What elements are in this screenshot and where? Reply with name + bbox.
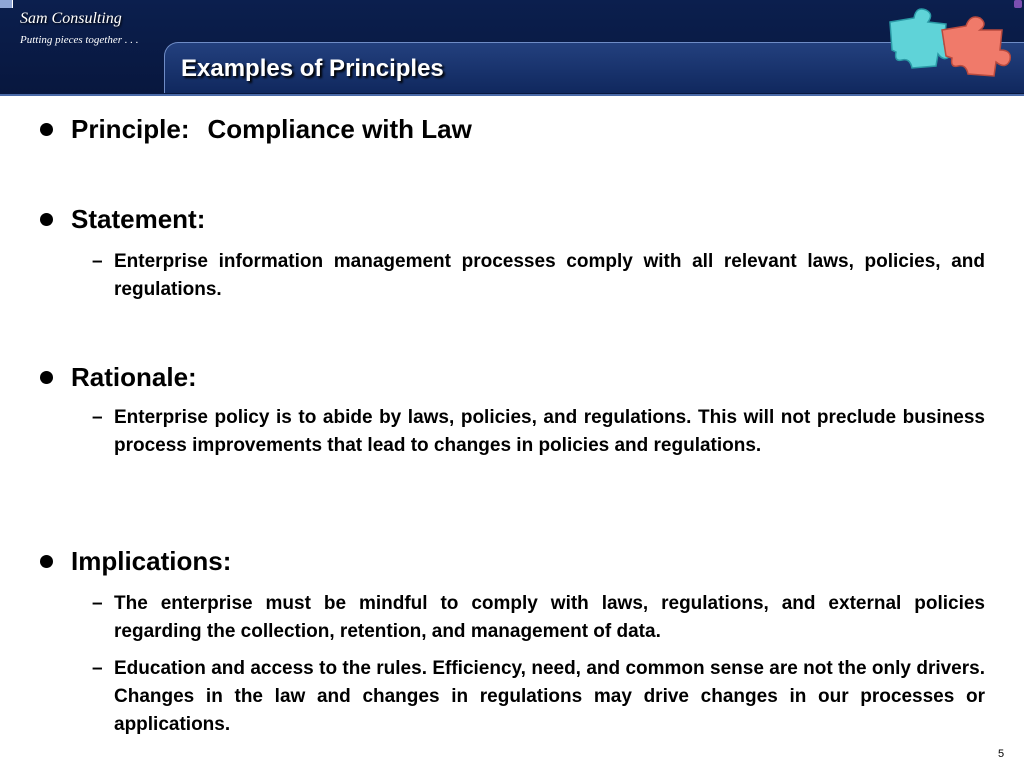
- implications-label: Implications:: [71, 546, 232, 576]
- rationale-label: Rationale:: [71, 362, 197, 392]
- rationale-item-text: Enterprise policy is to abide by laws, policies, and regulations. This will not preclude business process improvements that lead to changes in policies and regulations.: [114, 407, 985, 456]
- implications-item-text: Education and access to the rules. Efficiency, need, and common sense are not the only drivers. Changes in the law and changes in regulations may drive changes in our processes or applications.: [114, 658, 985, 735]
- bullet-dot-icon: [40, 371, 53, 384]
- statement-item-text: Enterprise information management processes comply with all relevant laws, policies, and regulations.: [114, 251, 985, 300]
- brand-name: Sam Consulting: [20, 10, 122, 27]
- puzzle-pieces-icon: [884, 0, 1024, 80]
- principle-value: Compliance with Law: [207, 114, 472, 144]
- dash-icon: –: [92, 407, 103, 428]
- brand-tagline: Putting pieces together . . .: [20, 34, 139, 46]
- bullet-dot-icon: [40, 555, 53, 568]
- implications-item-text: The enterprise must be mindful to comply with laws, regulations, and external policies regarding the collection, retention, and management of data.: [114, 593, 985, 642]
- slide-title: Examples of Principles: [181, 55, 444, 82]
- dash-icon: –: [92, 593, 103, 614]
- implications-item: [88, 590, 985, 646]
- statement-label: Statement:: [71, 204, 206, 234]
- bullet-dot-icon: [40, 123, 53, 136]
- page-number: 5: [998, 748, 1005, 760]
- window-icon: [0, 0, 13, 8]
- slide-header: [0, 0, 1024, 96]
- statement-item: [88, 248, 985, 304]
- implications-item: [88, 655, 985, 739]
- dash-icon: –: [92, 658, 103, 679]
- dash-icon: –: [92, 251, 103, 272]
- principle-label: Principle:: [71, 114, 190, 144]
- brand: [20, 10, 139, 46]
- rationale-item: [88, 404, 985, 460]
- bullet-dot-icon: [40, 213, 53, 226]
